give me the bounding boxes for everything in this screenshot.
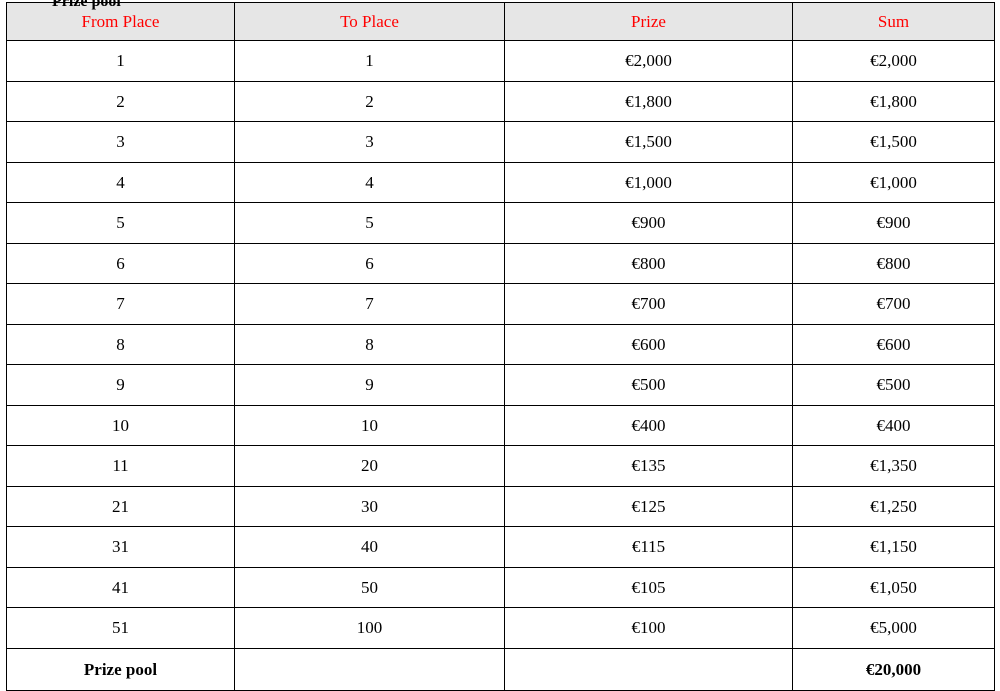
table-row xyxy=(7,365,995,406)
cell-sum: €1,050 xyxy=(793,567,995,608)
table-row xyxy=(7,446,995,487)
cell-sum: €1,350 xyxy=(793,446,995,487)
cell-from-place: 7 xyxy=(7,284,235,325)
cell-sum: €900 xyxy=(793,203,995,244)
table-total-row xyxy=(7,648,995,690)
table-row xyxy=(7,162,995,203)
cell-to-place: 8 xyxy=(235,324,505,365)
cell-sum: €800 xyxy=(793,243,995,284)
cell-from-place: 3 xyxy=(7,122,235,163)
page-title xyxy=(52,0,121,3)
cell-to-place: 5 xyxy=(235,203,505,244)
document-page xyxy=(0,2,1000,679)
column-header-prize: Prize xyxy=(505,3,793,41)
cell-prize: €700 xyxy=(505,284,793,325)
cell-sum: €600 xyxy=(793,324,995,365)
cell-to-place: 50 xyxy=(235,567,505,608)
cell-from-place: 8 xyxy=(7,324,235,365)
cell-prize: €800 xyxy=(505,243,793,284)
cell-from-place: 6 xyxy=(7,243,235,284)
column-header-from-place: From Place xyxy=(7,3,235,41)
column-header-sum: Sum xyxy=(793,3,995,41)
cell-prize: €2,000 xyxy=(505,41,793,82)
cell-from-place: 51 xyxy=(7,608,235,649)
table-header-row xyxy=(7,3,995,41)
cell-to-place: 2 xyxy=(235,81,505,122)
table-body xyxy=(7,41,995,691)
cell-total-prize xyxy=(505,648,793,690)
cell-from-place: 11 xyxy=(7,446,235,487)
cell-prize: €135 xyxy=(505,446,793,487)
cell-total-label: Prize pool xyxy=(7,648,235,690)
cell-from-place: 31 xyxy=(7,527,235,568)
table-row xyxy=(7,324,995,365)
cell-prize: €1,800 xyxy=(505,81,793,122)
cell-from-place: 41 xyxy=(7,567,235,608)
cell-prize: €600 xyxy=(505,324,793,365)
cell-prize: €1,500 xyxy=(505,122,793,163)
table-row xyxy=(7,81,995,122)
cell-to-place: 4 xyxy=(235,162,505,203)
cell-from-place: 10 xyxy=(7,405,235,446)
cell-prize: €1,000 xyxy=(505,162,793,203)
cell-to-place: 10 xyxy=(235,405,505,446)
column-header-to-place: To Place xyxy=(235,3,505,41)
cell-total-to-place xyxy=(235,648,505,690)
cell-to-place: 7 xyxy=(235,284,505,325)
table-row xyxy=(7,243,995,284)
cell-to-place: 30 xyxy=(235,486,505,527)
table-row xyxy=(7,41,995,82)
table-row xyxy=(7,527,995,568)
cell-sum: €400 xyxy=(793,405,995,446)
cell-from-place: 1 xyxy=(7,41,235,82)
cell-sum: €2,000 xyxy=(793,41,995,82)
cell-to-place: 9 xyxy=(235,365,505,406)
cell-to-place: 40 xyxy=(235,527,505,568)
cell-prize: €900 xyxy=(505,203,793,244)
table-row xyxy=(7,567,995,608)
cell-prize: €105 xyxy=(505,567,793,608)
cell-to-place: 100 xyxy=(235,608,505,649)
cell-total-sum: €20,000 xyxy=(793,648,995,690)
cell-sum: €1,500 xyxy=(793,122,995,163)
table-row xyxy=(7,122,995,163)
cell-to-place: 1 xyxy=(235,41,505,82)
cell-from-place: 9 xyxy=(7,365,235,406)
cell-to-place: 20 xyxy=(235,446,505,487)
cell-prize: €115 xyxy=(505,527,793,568)
cell-from-place: 4 xyxy=(7,162,235,203)
cell-sum: €1,250 xyxy=(793,486,995,527)
table-row xyxy=(7,284,995,325)
cell-sum: €1,150 xyxy=(793,527,995,568)
cell-sum: €1,000 xyxy=(793,162,995,203)
cell-to-place: 6 xyxy=(235,243,505,284)
cell-sum: €500 xyxy=(793,365,995,406)
cell-to-place: 3 xyxy=(235,122,505,163)
cell-from-place: 2 xyxy=(7,81,235,122)
cell-sum: €700 xyxy=(793,284,995,325)
cell-prize: €125 xyxy=(505,486,793,527)
prize-pool-table xyxy=(6,2,995,691)
cell-prize: €500 xyxy=(505,365,793,406)
cell-prize: €400 xyxy=(505,405,793,446)
table-row xyxy=(7,405,995,446)
cell-sum: €5,000 xyxy=(793,608,995,649)
cell-prize: €100 xyxy=(505,608,793,649)
cell-sum: €1,800 xyxy=(793,81,995,122)
table-row xyxy=(7,608,995,649)
cell-from-place: 21 xyxy=(7,486,235,527)
table-row xyxy=(7,486,995,527)
table-row xyxy=(7,203,995,244)
cell-from-place: 5 xyxy=(7,203,235,244)
table-header xyxy=(7,3,995,41)
